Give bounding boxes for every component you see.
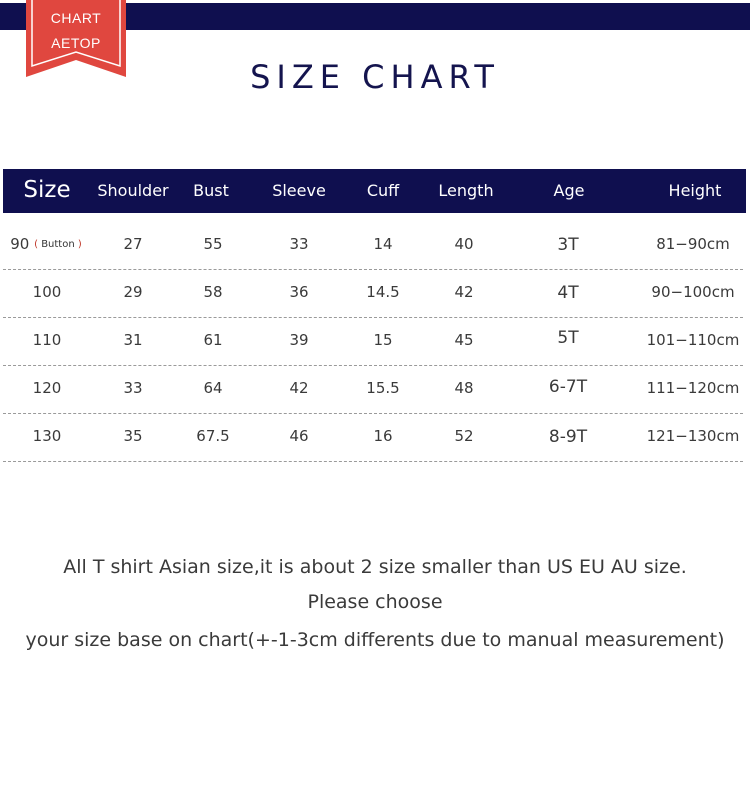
cell-age: 8-9T: [548, 427, 588, 447]
cell-bust: 64: [203, 379, 223, 397]
cell-shoulder: 27: [123, 235, 143, 253]
footer-note-line1: All T shirt Asian size,it is about 2 size smaller than US EU AU size.: [63, 556, 687, 578]
cell-age: 6-7T: [548, 377, 588, 397]
cell-sleeve: 33: [289, 235, 309, 253]
cell-size: 100: [32, 283, 62, 301]
cell-size: 110: [32, 331, 62, 349]
header-sleeve: Sleeve: [272, 181, 326, 200]
header-shoulder: Shoulder: [97, 181, 169, 200]
cell-height: 121−130cm: [646, 427, 740, 445]
cell-age: 4T: [557, 283, 579, 303]
ribbon-text-line2: AETOP: [51, 35, 101, 51]
table-row: [3, 367, 743, 414]
cell-size: [5, 235, 87, 253]
table-header: [3, 169, 746, 213]
cell-cuff: 14: [373, 235, 393, 253]
button-note: ( Button ): [34, 239, 82, 250]
header-height: Height: [668, 181, 722, 200]
cell-height: 111−120cm: [646, 379, 740, 397]
cell-bust: 55: [203, 235, 223, 253]
cell-size: 120: [32, 379, 62, 397]
page-title: SIZE CHART: [250, 58, 500, 96]
cell-shoulder: 35: [123, 427, 143, 445]
table-row: [3, 271, 743, 318]
cell-shoulder: 33: [123, 379, 143, 397]
header-cuff: Cuff: [366, 181, 400, 200]
cell-length: 52: [454, 427, 474, 445]
table-row: [3, 223, 743, 270]
table-row: [3, 415, 743, 462]
cell-bust: 61: [203, 331, 223, 349]
footer-note-line2: Please choose: [307, 591, 443, 613]
cell-size-value: 90: [10, 235, 30, 253]
cell-age: 5T: [557, 328, 579, 348]
cell-bust: 67.5: [196, 427, 230, 445]
header-age: Age: [553, 181, 585, 200]
cell-cuff: 14.5: [366, 283, 400, 301]
footer-note-line3: your size base on chart(+-1-3cm differents due to manual measurement): [25, 629, 725, 651]
cell-sleeve: 46: [289, 427, 309, 445]
cell-height: 81−90cm: [656, 235, 730, 253]
header-bust: Bust: [193, 181, 229, 200]
cell-height: 101−110cm: [646, 331, 740, 349]
cell-length: 42: [454, 283, 474, 301]
header-length: Length: [438, 181, 494, 200]
cell-cuff: 16: [373, 427, 393, 445]
cell-cuff: 15: [373, 331, 393, 349]
button-note-text: Button: [41, 239, 75, 250]
cell-height: 90−100cm: [651, 283, 735, 301]
table-row: [3, 319, 743, 366]
cell-age: 3T: [557, 235, 579, 255]
cell-sleeve: 39: [289, 331, 309, 349]
cell-length: 40: [454, 235, 474, 253]
cell-cuff: 15.5: [366, 379, 400, 397]
cell-length: 45: [454, 331, 474, 349]
ribbon-text-line1: CHART: [50, 10, 102, 26]
cell-size: 130: [32, 427, 62, 445]
cell-shoulder: 29: [123, 283, 143, 301]
cell-sleeve: 36: [289, 283, 309, 301]
cell-sleeve: 42: [289, 379, 309, 397]
cell-shoulder: 31: [123, 331, 143, 349]
header-size: Size: [23, 177, 71, 203]
cell-length: 48: [454, 379, 474, 397]
cell-bust: 58: [203, 283, 223, 301]
